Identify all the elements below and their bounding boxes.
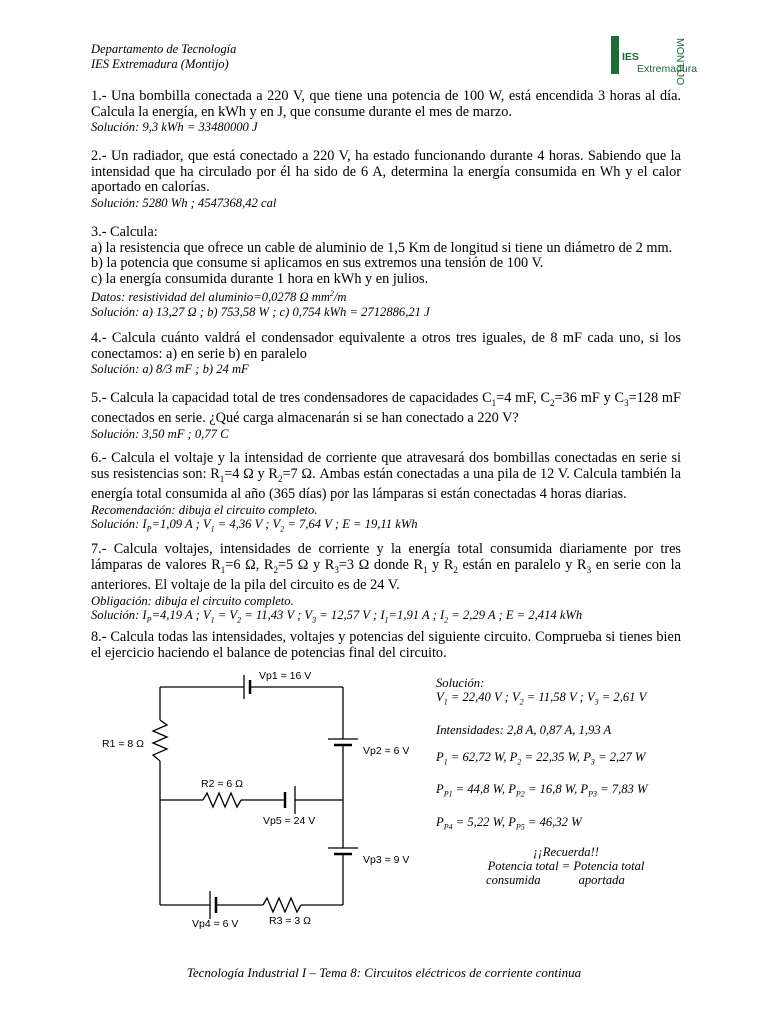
exercise-1-solution: Solución: 9,3 kWh = 33480000 J xyxy=(91,120,258,135)
exercise-7-text: 7.- Calcula voltajes, intensidades de corriente y la energía total consumida diariamente por tres lámparas de valores $R_1=6$ Ω, $R_2=5$ Ω y $R_3=3$ Ω donde $R_1$ y $R_2$ están en paralelo y $R_3$ en serie con la anteriores. El voltaje de la pila del circuito es de 24 V. xyxy=(91,541,681,594)
exercise-3-b: b) la potencia que consume si aplicamos en sus extremos una tensión de 100 V. xyxy=(91,255,544,272)
label-vp3: Vp3 = 9 V xyxy=(363,854,410,866)
label-r3: R3 = 3 Ω xyxy=(269,915,311,927)
solution-intensities: Intensidades: 2,8 A, 0,87 A, 1,93 A xyxy=(436,722,612,737)
exercise-2-solution: Solución: 5280 Wh ; 4547368,42 cal xyxy=(91,195,277,210)
exercise-2 xyxy=(91,149,681,210)
resistor-r2 xyxy=(203,793,241,807)
department-line: Departamento de Tecnología xyxy=(91,42,237,56)
exercise-3-solution: Solución: a) 13,27 Ω ; b) 753,58 W ; c) 0,754 kWh = 2712886,21 J xyxy=(91,304,430,319)
exercise-1-text: 1.- Una bombilla conectada a 220 V, que tiene una potencia de 100 W, está encendida 3 horas al día. Calcula la energía, en kWh y en J, que consume durante el mes de marzo. xyxy=(91,88,681,120)
exercise-8 xyxy=(91,630,681,661)
exercise-6-solution: Solución: $I_P=1,09$ A ; $V_1 = 4,36$ V ; $V_2 = 7,64$ V ; E = 19,11 kWh xyxy=(91,516,418,534)
exercise-3-title: 3.- Calcula: xyxy=(91,224,158,240)
resistor-r3 xyxy=(263,898,301,912)
exercise-1 xyxy=(91,89,681,134)
power-balance-line2: consumida aportada xyxy=(486,873,625,888)
circuit-diagram xyxy=(95,665,425,935)
solution-powers-batteries-1: $P_{P1} = 44,8$ W, $P_{P2} = 16,8$ W, $P_{P3} = 7,83$ W xyxy=(436,782,648,799)
solution-title: Solución: xyxy=(436,676,485,690)
solution-powers-resistors: $P_1 = 62,72$ W, $P_2 = 22,35$ W, $P_3 = 2,27$ W xyxy=(436,749,646,767)
exercise-5-text: 5.- Calcula la capacidad total de tres condensadores de capacidades $C_1=4$ mF, $C_2=36$ mF y $C_3=128$ mF conectados en serie. ¿Qué carga almacenarán si se han conectado a 220 V? xyxy=(91,390,681,427)
logo-bottom-text: Extremadura xyxy=(637,63,698,75)
document-header xyxy=(91,42,236,72)
solution-voltages: $V_1 = 22,40$ V ; $V_2 = 11,58$ V ; $V_3 = 2,61$ V xyxy=(436,690,647,707)
exercise-7-obligation: Obligación: dibuja el circuito completo. xyxy=(91,593,294,608)
exercise-4-solution: Solución: a) 8/3 mF ; b) 24 mF xyxy=(91,362,249,377)
exercise-2-text: 2.- Un radiador, que está conectado a 220 V, ha estado funcionando durante 4 horas. Sabiendo que la intensidad que ha circulado por él ha sido de 6 A, determina la energía consumida en Wh y el calor aportado en calorías. xyxy=(91,148,681,196)
exercise-7-solution: Solución: $I_P=4,19$ A ; $V_1 = V_2 = 11,43$ V ; $V_3 = 12,57$ V ; $I_1=1,91$ A ; $I_2 = 2,29$ A ; E = 2,414 kWh xyxy=(91,607,583,625)
label-vp2: Vp2 = 6 V xyxy=(363,745,410,757)
label-r2: R2 = 6 Ω xyxy=(201,778,243,790)
solution-powers-batteries-2: $P_{P4} = 5,22$ W, $P_{P5} = 46,32$ W xyxy=(436,814,582,832)
exercise-6-recommendation: Recomendación: dibuja el circuito completo. xyxy=(91,502,318,517)
exercise-6 xyxy=(91,451,681,536)
exercise-3-c: c) la energía consumida durante 1 hora en kWh y en julios. xyxy=(91,270,429,287)
label-r1: R1 = 8 Ω xyxy=(102,738,144,750)
exercise-3 xyxy=(91,225,681,319)
remember-note: ¡¡Recuerda!! xyxy=(533,845,599,860)
exercise-8-text: 8.- Calcula todas las intensidades, voltajes y potencias del siguiente circuito. Comprueba si tienes bien el ejercicio haciendo el balance de potencias final del circuito. xyxy=(91,629,681,661)
school-line: IES Extremadura (Montijo) xyxy=(91,57,229,71)
exercise-5-solution: Solución: 3,50 mF ; 0,77 C xyxy=(91,427,229,442)
exercise-8-solution xyxy=(436,676,676,887)
label-vp4: Vp4 = 6 V xyxy=(192,918,239,930)
logo-side-text: MONTIJO xyxy=(674,38,686,86)
exercise-3-a: a) la resistencia que ofrece un cable de aluminio de 1,5 Km de longitud si tiene un diámetro de 2 mm. xyxy=(91,239,673,256)
exercise-6-text: 6.- Calcula el voltaje y la intensidad de corriente que atravesará dos bombillas conectadas en serie si sus resistencias son: $R_1=4$ Ω y $R_2=7$ Ω. Ambas están conectadas a una pila de 12 V. Calcula también la energía total consumida al año (365 días) por las lámparas si están conectadas 4 horas diarias. xyxy=(91,450,681,503)
exercise-3-data: Datos: resistividad del aluminio=0,0278 Ω $mm^2/m$ xyxy=(91,289,347,305)
exercise-5 xyxy=(91,391,681,441)
power-balance-line1: Potencia total = Potencia total xyxy=(487,859,645,874)
logo-letters: IES xyxy=(622,51,639,63)
exercise-4 xyxy=(91,331,681,376)
resistor-r1 xyxy=(153,720,167,761)
school-logo xyxy=(609,34,698,86)
label-vp1: Vp1 = 16 V xyxy=(259,670,312,682)
label-vp5: Vp5 = 24 V xyxy=(263,815,316,827)
exercise-4-text: 4.- Calcula cuánto valdrá el condensador equivalente a otros tres iguales, de 8 mF cada uno, si los conectamos: a) en serie b) en paralelo xyxy=(91,330,681,362)
exercise-7 xyxy=(91,542,681,627)
page-footer: Tecnología Industrial I – Tema 8: Circuitos eléctricos de corriente continua xyxy=(186,965,582,980)
logo-bar xyxy=(611,36,619,74)
